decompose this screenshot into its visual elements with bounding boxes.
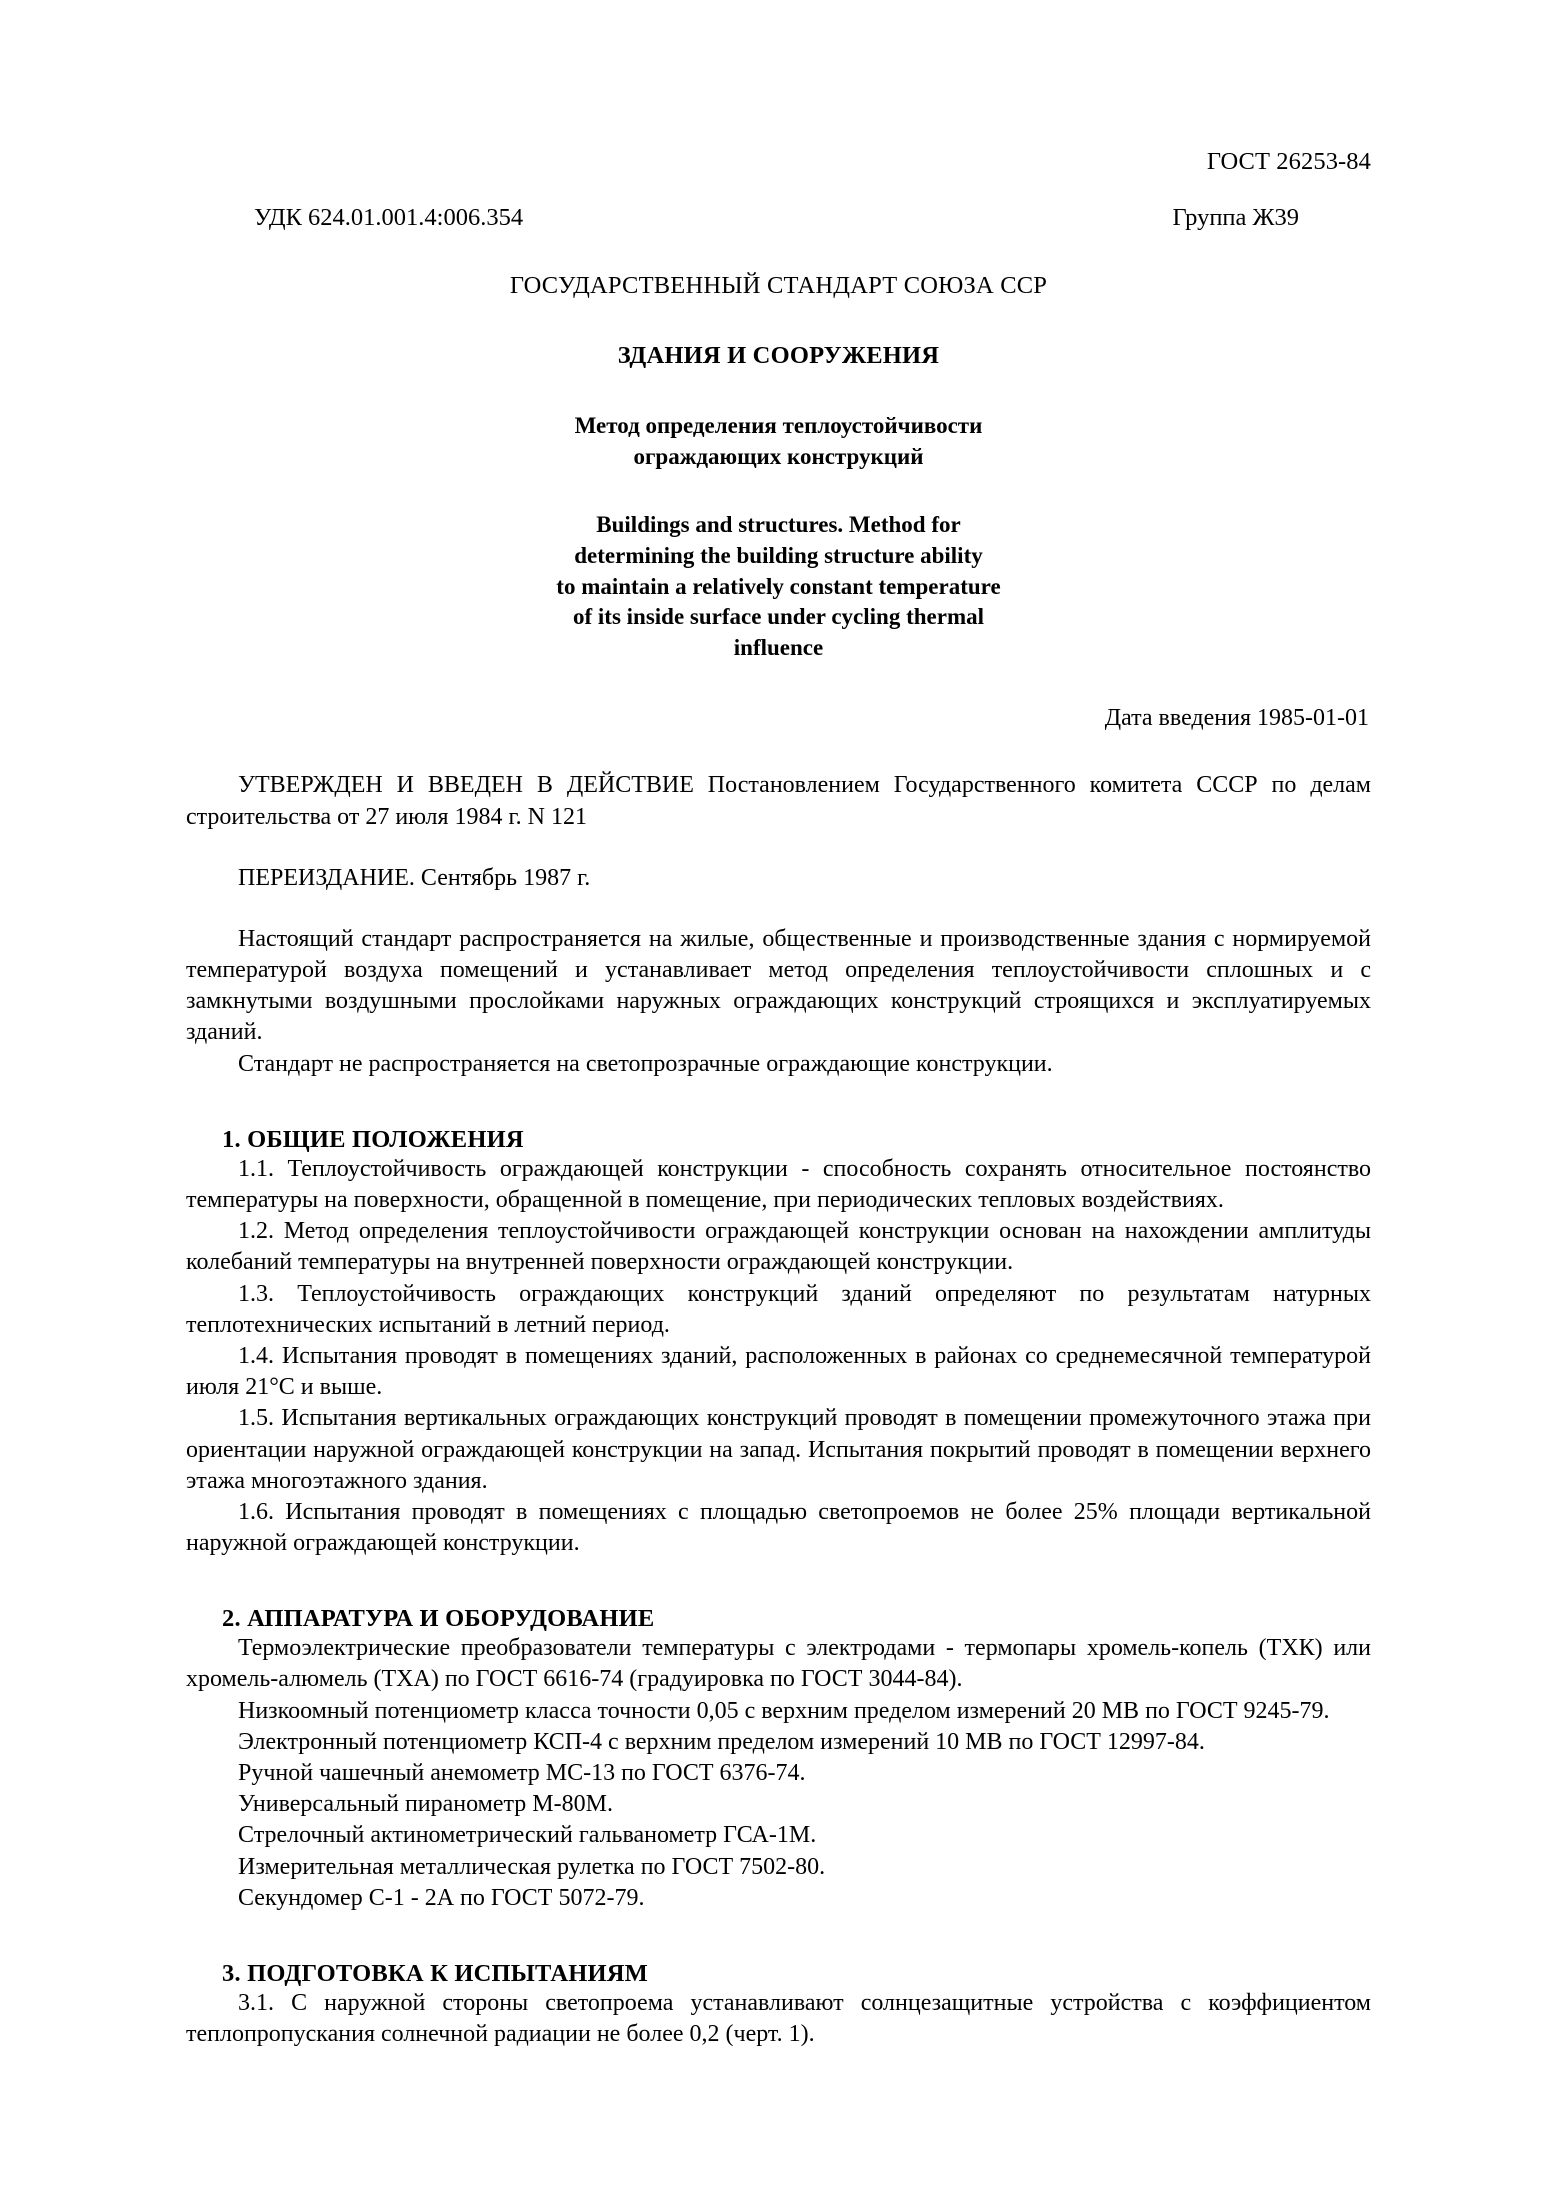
section-1-paragraph-6: 1.6. Испытания проводят в помещениях с площадью светопроемов не более 25% площади вертикальной наружной ограждающей конструкции. — [186, 1498, 1371, 1557]
title-en-line-1: Buildings and structures. Method for — [596, 512, 961, 538]
introduction-date: Дата введения 1985-01-01 — [1104, 705, 1369, 732]
section-1-paragraph-3: 1.3. Теплоустойчивость ограждающих конструкций зданий определяют по результатам натурных теплотехнических испытаний в летний период. — [186, 1280, 1371, 1338]
title-en-line-3: to maintain a relatively constant temperature — [556, 573, 1001, 599]
title-en-line-4: of its inside surface under cycling thermal — [573, 604, 984, 630]
approval-paragraph: УТВЕРЖДЕН И ВВЕДЕН В ДЕЙСТВИЕ Постановлением Государственного комитета СССР по делам строительства от 27 июля 1984 г. N 121 — [186, 772, 1371, 830]
section-2-item-3: Электронный потенциометр КСП-4 с верхним пределом измерений 10 МВ по ГОСТ 12997-84. — [238, 1728, 1205, 1755]
section-2-item-4: Ручной чашечный анемометр МС-13 по ГОСТ 6376-74. — [238, 1760, 806, 1787]
subtitle-russian — [186, 410, 1371, 472]
section-1-paragraph-4: 1.4. Испытания проводят в помещениях зданий, расположенных в районах со среднемесячной температурой июля 21°C и выше. — [186, 1342, 1371, 1401]
title-en-line-5: influence — [733, 634, 824, 660]
section-1-paragraph-1: 1.1. Теплоустойчивость ограждающей конструкции - способность сохранять относительное постоянство температуры на поверхности, обращенной в помещение, при периодических тепловых воздействиях. — [186, 1155, 1371, 1214]
section-2-item-8: Секундомер С-1 - 2А по ГОСТ 5072-79. — [238, 1884, 645, 1911]
section-heading-1: 1. ОБЩИЕ ПОЛОЖЕНИЯ — [222, 1125, 524, 1153]
section-heading-3: 3. ПОДГОТОВКА К ИСПЫТАНИЯМ — [222, 1959, 648, 1987]
title-english — [186, 510, 1371, 663]
page-content — [186, 0, 1371, 2050]
section-1-paragraph-2: 1.2. Метод определения теплоустойчивости ограждающей конструкции основан на нахождении амплитуды колебаний температуры на внутренней поверхности ограждающей конструкции. — [186, 1218, 1371, 1276]
reissue-paragraph: ПЕРЕИЗДАНИЕ. Сентябрь 1987 г. — [238, 864, 591, 891]
document-meta-row — [186, 204, 1371, 232]
standard-authority-line: ГОСУДАРСТВЕННЫЙ СТАНДАРТ СОЮЗА ССР — [509, 272, 1048, 300]
section-2-item-6: Стрелочный актинометрический гальванометр ГСА-1М. — [238, 1822, 817, 1849]
udk-code: УДК 624.01.001.4:006.354 — [254, 204, 524, 232]
section-3-paragraph-1: 3.1. С наружной стороны светопроема устанавливают солнцезащитные устройства с коэффициентом теплопропускания солнечной радиации не более 0,2 (черт. 1). — [186, 1989, 1371, 2048]
group-code: Группа Ж39 — [1172, 204, 1299, 232]
title-en-line-2: determining the building structure ability — [574, 543, 983, 569]
section-heading-2: 2. АППАРАТУРА И ОБОРУДОВАНИЕ — [222, 1605, 655, 1633]
document-code: ГОСТ 26253-84 — [1206, 148, 1371, 175]
page-title: ЗДАНИЯ И СООРУЖЕНИЯ — [617, 342, 940, 370]
section-2-item-5: Универсальный пиранометр М-80М. — [238, 1791, 613, 1818]
scope-paragraph: Настоящий стандарт распространяется на жилые, общественные и производственные здания с нормируемой температурой воздуха помещений и устанавливает метод определения теплоустойчивости сплошных и с замкнутыми воздушными прослойками наружных ограждающих конструкций строящихся и эксплуатируемых зданий. — [186, 925, 1371, 1046]
section-2-item-7: Измерительная металлическая рулетка по ГОСТ 7502-80. — [238, 1853, 826, 1880]
subtitle-ru-line-2: ограждающих конструкций — [633, 444, 924, 470]
exclusion-paragraph: Стандарт не распространяется на светопрозрачные ограждающие конструкции. — [238, 1050, 1053, 1077]
section-2-item-2: Низкоомный потенциометр класса точности 0,05 с верхним пределом измерений 20 МВ по ГОСТ 9245-79. — [238, 1697, 1330, 1724]
section-1-paragraph-5: 1.5. Испытания вертикальных ограждающих конструкций проводят в помещении промежуточного этажа при ориентации наружной ограждающей конструкции на запад. Испытания покрытий проводят в помещении верхнего этажа многоэтажного здания. — [186, 1405, 1371, 1494]
section-2-item-1: Термоэлектрические преобразователи температуры с электродами - термопары хромель-копель (ТХК) или хромель-алюмель (ТХА) по ГОСТ 6616-74 (градуировка по ГОСТ 3044-84). — [186, 1635, 1371, 1693]
subtitle-ru-line-1: Метод определения теплоустойчивости — [574, 413, 983, 439]
